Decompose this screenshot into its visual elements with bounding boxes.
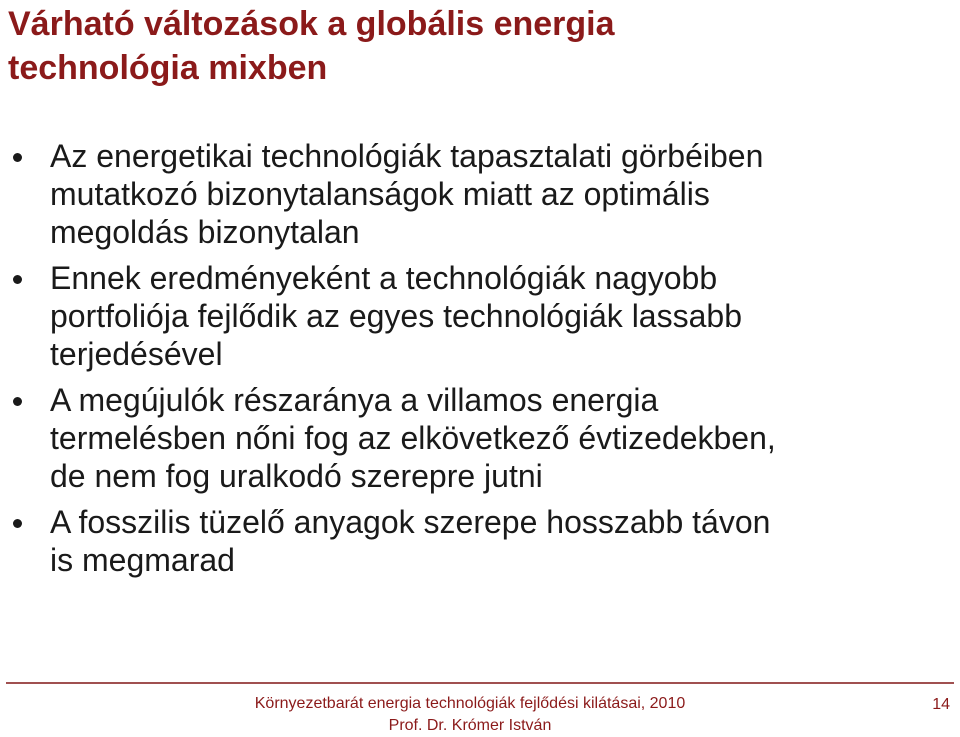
slide-title-line-2: technológia mixben [8, 49, 328, 87]
bullet-line: mutatkozó bizonytalanságok miatt az optimális [50, 176, 710, 212]
bullet-line: termelésben nőni fog az elkövetkező évtizedekben, [50, 420, 776, 456]
footer-divider [6, 682, 954, 684]
page-number: 14 [932, 696, 950, 713]
footer-presentation-title: Környezetbarát energia technológiák fejlődési kilátásai, 2010 [254, 695, 686, 712]
bullet-item [0, 259, 960, 373]
bullet-dot-icon [13, 153, 22, 162]
footer-author: Prof. Dr. Krómer István [388, 717, 552, 734]
bullet-item [0, 381, 960, 495]
bullet-item [0, 137, 960, 251]
bullet-line: A fosszilis tüzelő anyagok szerepe hosszabb távon [50, 504, 771, 540]
bullet-item [0, 503, 960, 579]
bullet-line: A megújulók részaránya a villamos energia [50, 382, 659, 418]
bullet-line: terjedésével [50, 336, 223, 372]
bullet-dot-icon [13, 275, 22, 284]
slide-title [8, 2, 948, 90]
bullet-line: is megmarad [50, 542, 235, 578]
bullet-line: Az energetikai technológiák tapasztalati görbéiben [50, 138, 764, 174]
footer-caption [200, 693, 740, 737]
bullet-dot-icon [13, 519, 22, 528]
bullet-list [0, 137, 960, 587]
bullet-line: megoldás bizonytalan [50, 214, 360, 250]
bullet-line: de nem fog uralkodó szerepre jutni [50, 458, 543, 494]
bullet-line: Ennek eredményeként a technológiák nagyobb [50, 260, 718, 296]
bullet-line: portfoliója fejlődik az egyes technológiák lassabb [50, 298, 742, 334]
slide-title-line-1: Várható változások a globális energia [8, 5, 615, 43]
bullet-dot-icon [13, 397, 22, 406]
